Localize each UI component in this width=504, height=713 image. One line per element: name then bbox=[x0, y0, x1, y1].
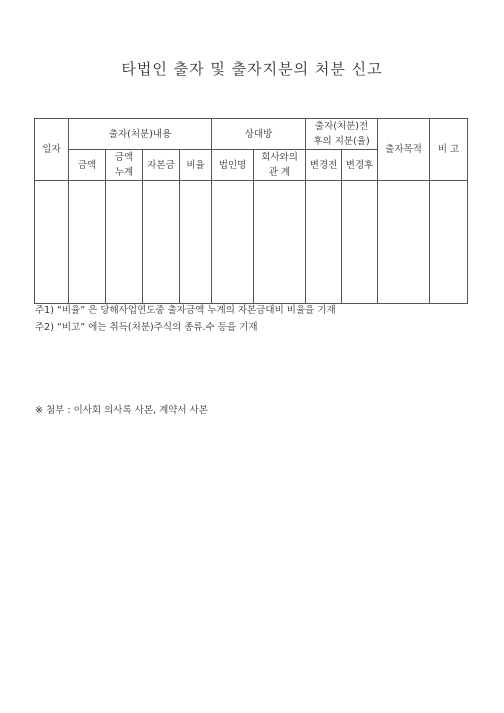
header-investment-details: 출자(처분)내용 bbox=[69, 119, 212, 150]
body-cell-capital[interactable] bbox=[143, 181, 180, 304]
body-cell-date[interactable] bbox=[35, 181, 69, 304]
body-cell-corp-name[interactable] bbox=[212, 181, 254, 304]
note-1: 주1) “비율” 은 당해사업연도중 출자금액 누계의 자본금대비 비율을 기재 bbox=[35, 305, 336, 316]
table-body-row bbox=[35, 181, 468, 304]
notes bbox=[35, 302, 336, 336]
page-title: 타법인 출자 및 출자지분의 처분 신고 bbox=[121, 60, 383, 78]
report-table bbox=[34, 118, 468, 304]
header-row-1 bbox=[35, 119, 468, 150]
attachment-note: ※ 첨부 : 이사회 의사록 사본, 계약서 사본 bbox=[35, 405, 208, 416]
body-cell-before[interactable] bbox=[306, 181, 342, 304]
subheader-corp-name: 법인명 bbox=[212, 150, 254, 181]
body-cell-relation[interactable] bbox=[254, 181, 306, 304]
subheader-amount: 금액 bbox=[69, 150, 106, 181]
subheader-capital: 자본금 bbox=[143, 150, 180, 181]
body-cell-purpose[interactable] bbox=[378, 181, 430, 304]
header-remarks: 비 고 bbox=[430, 119, 468, 181]
body-cell-cumulative-amount[interactable] bbox=[106, 181, 143, 304]
body-cell-remarks[interactable] bbox=[430, 181, 468, 304]
header-date: 일자 bbox=[35, 119, 69, 181]
body-cell-after[interactable] bbox=[342, 181, 378, 304]
subheader-cumulative-amount: 금액누계 bbox=[106, 150, 143, 181]
note-2: 주2) “비고” 에는 취득(처분)주식의 종류.수 등을 기재 bbox=[35, 322, 258, 333]
body-cell-amount[interactable] bbox=[69, 181, 106, 304]
subheader-relation: 회사와의관 계 bbox=[254, 150, 306, 181]
subheader-before: 변경전 bbox=[306, 150, 342, 181]
subheader-after: 변경후 bbox=[342, 150, 378, 181]
header-equity-before-after: 출자(처분)전후의 지분(율) bbox=[306, 119, 378, 150]
header-purpose: 출자목적 bbox=[378, 119, 430, 181]
subheader-ratio: 비율 bbox=[180, 150, 212, 181]
header-counterparty: 상대방 bbox=[212, 119, 306, 150]
body-cell-ratio[interactable] bbox=[180, 181, 212, 304]
